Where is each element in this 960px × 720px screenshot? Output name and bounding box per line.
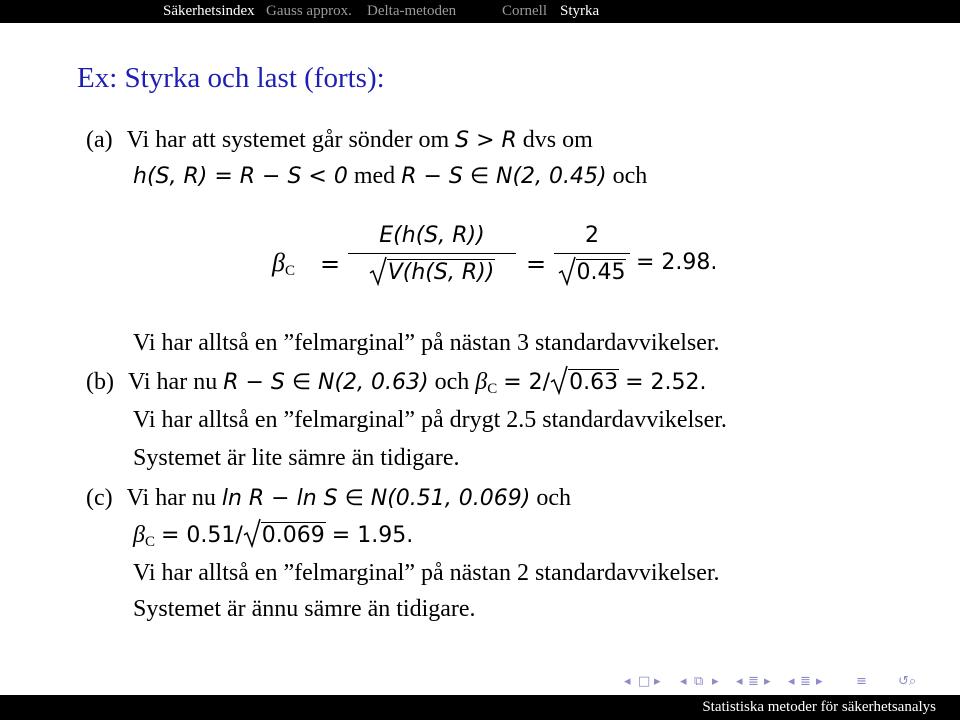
item-b-math3: = 2.52.	[625, 370, 707, 395]
nav-right-icon[interactable]: ▸	[764, 674, 771, 689]
item-c-label: (c)	[86, 485, 113, 511]
item-c-line2	[133, 520, 413, 557]
item-a-line1	[86, 125, 593, 156]
item-b-beta: $\beta_C$	[475, 369, 498, 397]
item-b-math2: = 2/	[503, 370, 551, 395]
nav-slide-icon[interactable]: □	[638, 674, 651, 689]
item-b-sqrt: 0.63	[550, 367, 619, 398]
item-a-math3: R − S ∈ N(2, 0.45)	[401, 164, 607, 189]
item-a-text1: Vi har att systemet går sönder om	[126, 127, 450, 153]
fraction2-denominator: 0.45	[576, 260, 626, 285]
nav-right-icon[interactable]: ▸	[654, 674, 661, 689]
nav-section-icon[interactable]: ≣	[800, 674, 811, 689]
nav-left-icon[interactable]: ◂	[624, 674, 631, 689]
item-c-math2: = 0.51/	[160, 523, 243, 548]
item-c-conclusion: Systemet är ännu sämre än tidigare.	[133, 596, 476, 622]
beta-equation	[272, 222, 772, 302]
footer-title: Statistiska metoder för säkerhetsanalys	[702, 699, 936, 715]
navigation-symbols	[624, 672, 954, 692]
equals-sign-2: =	[526, 250, 547, 278]
nav-left-icon[interactable]: ◂	[680, 674, 687, 689]
sqrt-radical-icon	[550, 365, 568, 395]
item-c-line1	[86, 483, 571, 514]
fraction-expectation-over-std	[348, 222, 516, 288]
item-a-text3: med	[353, 163, 396, 189]
nav-left-icon[interactable]: ◂	[788, 674, 795, 689]
nav-right-icon[interactable]: ▸	[712, 674, 719, 689]
nav-left-icon[interactable]: ◂	[736, 674, 743, 689]
item-c-math1: ln R − ln S ∈ N(0.51, 0.069)	[221, 486, 531, 511]
nav-subsection-icon[interactable]: ≣	[748, 674, 759, 689]
sqrt-radical-icon	[558, 256, 576, 286]
item-a-line2	[133, 161, 647, 192]
beta-result: = 2.98.	[636, 250, 718, 275]
nav-styrka[interactable]: Styrka	[560, 3, 600, 19]
item-b-label: (b)	[86, 369, 114, 395]
sqrt-radical-icon	[369, 256, 387, 286]
fraction-denominator: V(h(S, R))	[387, 260, 495, 285]
nav-gauss-approx[interactable]: Gauss approx.	[266, 3, 352, 19]
nav-right-icon[interactable]: ▸	[816, 674, 823, 689]
nav-cornell[interactable]: Cornell	[502, 3, 547, 19]
item-c-text2: och	[536, 485, 571, 511]
item-c-math3: = 1.95.	[331, 523, 414, 548]
sqrt-variance	[369, 258, 496, 288]
fraction2-numerator: 2	[585, 223, 599, 248]
item-c-beta: $\beta_C$	[133, 522, 155, 550]
nav-align-icon[interactable]: ≡	[856, 674, 867, 689]
fraction-numerator: E(h(S, R))	[379, 223, 485, 248]
nav-search-icon[interactable]: ↺⌕	[898, 674, 917, 689]
equals-sign: =	[320, 250, 341, 278]
item-b-summary: Vi har alltså en ”felmarginal” på drygt 2.5 standardavvikelser.	[133, 407, 727, 433]
item-b-line1	[86, 367, 706, 404]
frame-title: Ex: Styrka och last (forts):	[77, 62, 385, 94]
nav-delta-metoden[interactable]: Delta-metoden	[367, 3, 457, 19]
item-a-label: (a)	[86, 127, 113, 153]
item-b-math1: R − S ∈ N(2, 0.63)	[223, 370, 429, 395]
footer-bar	[0, 695, 960, 720]
item-a-math2: h(S, R) = R − S < 0	[133, 164, 348, 189]
nav-sakerhetsindex[interactable]: Säkerhetsindex	[163, 3, 255, 19]
sqrt-radical-icon	[243, 518, 261, 548]
item-a-math1: S > R	[455, 128, 517, 153]
item-b-conclusion: Systemet är lite sämre än tidigare.	[133, 445, 460, 471]
item-a-text4: och	[612, 163, 648, 189]
sqrt-numeric	[558, 258, 627, 288]
item-a-text2: dvs om	[522, 127, 593, 153]
fraction-numeric	[554, 222, 630, 288]
item-c-sqrt: 0.069	[243, 520, 326, 551]
navigation-bar	[0, 0, 960, 23]
nav-frame-icon[interactable]: ⧉	[694, 674, 704, 689]
item-c-summary: Vi har alltså en ”felmarginal” på nästan 2 standardavvikelser.	[133, 560, 720, 586]
beta-symbol: $\beta_C$	[272, 248, 295, 279]
item-b-text1: Vi har nu	[127, 369, 218, 395]
item-a-summary: Vi har alltså en ”felmarginal” på nästan 3 standardavvikelser.	[133, 330, 720, 356]
item-b-text2: och	[434, 369, 470, 395]
item-c-text1: Vi har nu	[126, 485, 216, 511]
